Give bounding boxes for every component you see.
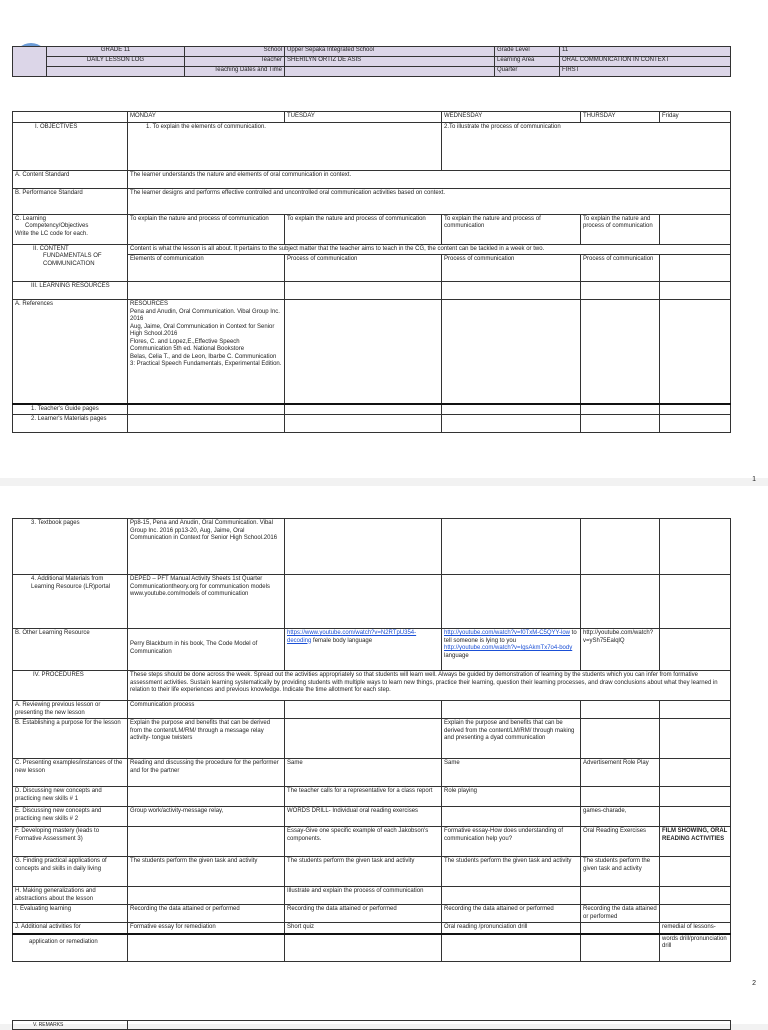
evaluating-thursday: Recording the data attained or performed	[581, 905, 660, 923]
concepts-2-friday	[660, 807, 731, 827]
school-label: School	[185, 47, 285, 57]
quarter-label: Quarter	[495, 67, 560, 77]
other-resource-label: B. Other Learning Resource	[13, 629, 128, 671]
additional-activities-label-cont: application or remediation	[13, 934, 128, 962]
textbook-blank-3	[581, 519, 660, 575]
grade-text: GRADE 11	[47, 47, 185, 57]
concepts-2-monday: Group work/activity-message relay,	[128, 807, 285, 827]
day-friday: Friday	[660, 112, 731, 123]
generalizations-label: H. Making generalizations and abstractions about the lesson	[13, 887, 128, 905]
reference-2: Aug, Jaime, Oral Communication in Context for Senior High School.2016	[130, 323, 275, 337]
grade-level-value: 11	[560, 47, 731, 57]
header-table	[12, 46, 731, 77]
additional-materials-label: 4. Additional Materials from Learning Resource (LR)portal	[13, 575, 128, 629]
purpose-tuesday	[285, 719, 442, 759]
purpose-monday: Explain the purpose and benefits that can be derived from the content/LM/RM/ through a message relay activity- tongue twisters	[128, 719, 285, 759]
competency-label	[13, 214, 128, 244]
textbook-value: Pp8-15, Pena and Anudin, Oral Communication. Vibal Group Inc. 2016 pp13-20, Aug, Jaime, Oral Communication in Context for Senior High School.2016	[128, 519, 285, 575]
procedures-note: These steps should be done across the week. Spread out the activities appropriately so that students will learn well. Always be guided by demonstration of learning by the students which you can infer from formative assessment activities. Sustain learning systematically by providing students with multiple ways to learn new things, practice their learning, question their learning processes, and draw conclusions about what they learned in relation to their life experiences and previous knowledge. Indicate the time allotment for each step.	[128, 671, 731, 701]
review-wednesday	[442, 701, 581, 719]
references-friday	[660, 300, 731, 404]
fundamentals-label: FUNDAMENTALS OF COMMUNICATION	[43, 253, 102, 267]
grade-level-label: Grade Level	[495, 47, 560, 57]
teacher-value: SHERILYN ORTIZ DE ASIS	[285, 57, 495, 67]
review-tuesday	[285, 701, 442, 719]
lm-blank-3	[442, 415, 581, 433]
lm-blank-1	[128, 415, 285, 433]
concepts-1-wednesday: Role playing	[442, 787, 581, 807]
content-standard-value: The learner understands the nature and elements of oral communication in context.	[128, 170, 731, 188]
additional-activities-friday: remedial of lessons-	[660, 923, 731, 934]
other-resource-wednesday	[442, 629, 581, 671]
reference-3: Flores, C. and Lopez,E.,Effective Speech Communication 5th ed. National Bookstore	[130, 338, 245, 352]
log-title: DAILY LESSON LOG	[47, 57, 185, 67]
content-monday: Elements of communication	[128, 255, 285, 282]
textbook-blank-4	[660, 519, 731, 575]
other-resource-thursday: http://youtube.com/watch?v=ySh75EalqlQ	[581, 629, 660, 671]
additional-cont-wednesday	[442, 934, 581, 962]
day-thursday: THURSDAY	[581, 112, 660, 123]
content-note: Content is what the lesson is all about. It pertains to the subject matter that the teacher aims to teach in the CG, the content can be tackled in a week or two.	[128, 244, 731, 255]
concepts-2-label: E. Discussing new concepts and practicing new skills # 2	[13, 807, 128, 827]
competency-tuesday: To explain the nature and process of communication	[285, 214, 442, 244]
mastery-monday	[128, 827, 285, 857]
resources-blank-4	[581, 282, 660, 300]
additional-cont-monday	[128, 934, 285, 962]
lesson-table-page-1	[12, 111, 731, 433]
content-standard-label: A. Content Standard	[13, 170, 128, 188]
reference-1: Pena and Anudin, Oral Communication. Vibal Group Inc. 2016	[130, 308, 280, 322]
purpose-label: B. Establishing a purpose for the lesson	[13, 719, 128, 759]
textbook-blank-1	[285, 519, 442, 575]
review-label: A. Reviewing previous lesson or presenting the new lesson	[13, 701, 128, 719]
tg-blank-4	[581, 404, 660, 415]
textbook-label: 3. Textbook pages	[13, 519, 128, 575]
resources-label: III. LEARNING RESOURCES	[13, 282, 128, 300]
additional-activities-thursday	[581, 923, 660, 934]
mastery-wednesday: Formative essay-How does understanding of communication help you?	[442, 827, 581, 857]
day-tuesday: TUESDAY	[285, 112, 442, 123]
examples-thursday: Advertisement Role Play	[581, 759, 660, 787]
page-number-1: 1	[752, 476, 756, 483]
objectives-label: I. OBJECTIVES	[13, 122, 128, 170]
additional-materials-value: DEPED – PFT Manual Activity Sheets 1st Quarter Communicationtheory.org for communication models www.youtube.com/models of communication	[128, 575, 285, 629]
lesson-table-page-2	[12, 518, 731, 962]
other-resource-monday: Perry Blackburn in his book, The Code Model of Communication	[128, 629, 285, 671]
textbook-blank-2	[442, 519, 581, 575]
purpose-friday	[660, 719, 731, 759]
applications-friday	[660, 857, 731, 887]
concepts-2-thursday: games-charade,	[581, 807, 660, 827]
remarks-label: V. REMARKS	[13, 1021, 128, 1030]
content-wednesday: Process of communication	[442, 255, 581, 282]
resources-blank-5	[660, 282, 731, 300]
additional-blank-3	[581, 575, 660, 629]
generalizations-thursday	[581, 887, 660, 905]
generalizations-friday	[660, 887, 731, 905]
competency-thursday: To explain the nature and process of communication	[581, 214, 660, 244]
competency-label-line-1: C. Learning	[15, 215, 47, 222]
additional-cont-friday: words drill/pronunciation drill	[660, 934, 731, 962]
other-resource-friday	[660, 629, 731, 671]
days-row	[13, 112, 731, 123]
review-friday	[660, 701, 731, 719]
lm-blank-2	[285, 415, 442, 433]
purpose-wednesday: Explain the purpose and benefits that can be derived from the content/LM/RM/ through making and presenting a dyad communication	[442, 719, 581, 759]
header-blank	[47, 67, 185, 77]
applications-label: G. Finding practical applications of concepts and skills in daily living	[13, 857, 128, 887]
concepts-1-monday	[128, 787, 285, 807]
evaluating-wednesday: Recording the data attained or performed	[442, 905, 581, 923]
additional-blank-2	[442, 575, 581, 629]
applications-monday: The students perform the given task and activity	[128, 857, 285, 887]
tg-blank-2	[285, 404, 442, 415]
content-tuesday: Process of communication	[285, 255, 442, 282]
additional-cont-tuesday	[285, 934, 442, 962]
content-thursday: Process of communication	[581, 255, 660, 282]
lm-blank-5	[660, 415, 731, 433]
performance-standard-value: The learner designs and performs effective controlled and uncontrolled oral communication activities based on context.	[128, 188, 731, 214]
additional-blank-4	[660, 575, 731, 629]
lm-blank-4	[581, 415, 660, 433]
quarter-value: FIRST	[560, 67, 731, 77]
examples-wednesday: Same	[442, 759, 581, 787]
logo-cell	[13, 47, 47, 77]
tg-blank-1	[128, 404, 285, 415]
content-label	[13, 244, 128, 282]
dates-label: Teaching Dates and Time	[185, 67, 285, 77]
content-friday	[660, 255, 731, 282]
generalizations-monday	[128, 887, 285, 905]
examples-tuesday: Same	[285, 759, 442, 787]
review-thursday	[581, 701, 660, 719]
tuesday-video-text: female body language	[313, 637, 373, 644]
concepts-1-tuesday: The teacher calls for a representative for a class report	[285, 787, 442, 807]
references-wednesday	[442, 300, 581, 404]
mastery-tuesday: Essay-Give one specific example of each Jakobson's components.	[285, 827, 442, 857]
additional-activities-label: J. Additional activities for	[13, 923, 128, 934]
performance-standard-label: B. Performance Standard	[13, 188, 128, 214]
mastery-thursday: Oral Reading Exercises	[581, 827, 660, 857]
competency-label-line-3: Write the LC code for each.	[15, 230, 88, 237]
mastery-friday: FILM SHOWING, ORAL READING ACTIVITIES	[660, 827, 731, 857]
content-label-title: II. CONTENT	[33, 245, 69, 252]
competency-monday: To explain the nature and process of communication	[128, 214, 285, 244]
teachers-guide-label: 1. Teacher's Guide pages	[13, 404, 128, 415]
examples-label: C. Presenting examples/instances of the new lesson	[13, 759, 128, 787]
learning-area-label: Learning Area	[495, 57, 560, 67]
references-monday	[128, 300, 285, 404]
resources-blank-3	[442, 282, 581, 300]
wednesday-video-link-2[interactable]: http://youtube.com/watch?v=IgsAkmTx7o4-body	[444, 645, 573, 651]
concepts-1-friday	[660, 787, 731, 807]
evaluating-label: I. Evaluating learning	[13, 905, 128, 923]
wednesday-video-text-2: language	[444, 652, 469, 659]
tg-blank-3	[442, 404, 581, 415]
examples-monday: Reading and discussing the procedure for the performer and for the partner	[128, 759, 285, 787]
additional-activities-tuesday: Short quiz	[285, 923, 442, 934]
review-monday: Communication process	[128, 701, 285, 719]
objective-wednesday: 2.To illustrate the process of communication	[442, 122, 731, 170]
resources-blank-2	[285, 282, 442, 300]
school-value: Upper Sepaka Integrated School	[285, 47, 495, 57]
competency-wednesday: To explain the nature and process of communication	[442, 214, 581, 244]
applications-thursday: The students perform the given task and activity	[581, 857, 660, 887]
references-tuesday	[285, 300, 442, 404]
evaluating-friday	[660, 905, 731, 923]
reference-4: Belas, Celia T., and de Leon, Ibarbe C. Communication 3: Practical Speech Fundamentals, Experimental Edition.	[130, 353, 282, 367]
objective-monday: 1. To explain the elements of communication.	[128, 122, 442, 170]
resources-blank-1	[128, 282, 285, 300]
generalizations-wednesday	[442, 887, 581, 905]
additional-blank-1	[285, 575, 442, 629]
evaluating-tuesday: Recording the data attained or performed	[285, 905, 442, 923]
tuesday-video-link[interactable]: https://www.youtube.com/watch?v=N2RTpU354-decoding	[287, 630, 417, 644]
competency-label-line-2: Competency/Objectives	[25, 223, 89, 229]
learning-area-value: ORAL COMMUNICATION IN CONTEXT	[560, 57, 731, 67]
additional-cont-thursday	[581, 934, 660, 962]
day-monday: MONDAY	[128, 112, 285, 123]
wednesday-video-link-1[interactable]: http://youtube.com/watch?v=f0TxM-C5QYY-low	[444, 630, 570, 636]
examples-friday	[660, 759, 731, 787]
page-number-2: 2	[752, 980, 756, 987]
concepts-1-thursday	[581, 787, 660, 807]
day-wednesday: WEDNESDAY	[442, 112, 581, 123]
lesson-table-page-3-peek	[12, 1020, 731, 1030]
concepts-2-tuesday: WORDS DRILL- Individual oral reading exercises	[285, 807, 442, 827]
references-thursday	[581, 300, 660, 404]
generalizations-tuesday: Illustrate and explain the process of communication	[285, 887, 442, 905]
mastery-label: F. Developing mastery (leads to Formative Assessment 3)	[13, 827, 128, 857]
tg-blank-5	[660, 404, 731, 415]
competency-friday	[660, 214, 731, 244]
dates-value	[285, 67, 495, 77]
applications-wednesday: The students perform the given task and activity	[442, 857, 581, 887]
additional-activities-monday: Formative essay for remediation	[128, 923, 285, 934]
concepts-1-label: D. Discussing new concepts and practicing new skills # 1	[13, 787, 128, 807]
document-page-1	[0, 0, 768, 483]
wednesday-video-text-1: to tell someone is lying to you	[444, 630, 577, 644]
document-page-2	[0, 486, 768, 1028]
concepts-2-wednesday	[442, 807, 581, 827]
days-blank	[13, 112, 128, 123]
evaluating-monday: Recording the data attained or performed	[128, 905, 285, 923]
teacher-label: Teacher	[185, 57, 285, 67]
procedures-label: IV. PROCEDURES	[13, 671, 128, 701]
other-resource-tuesday	[285, 629, 442, 671]
applications-tuesday: The students perform the given task and activity	[285, 857, 442, 887]
remarks-blank	[128, 1021, 731, 1030]
resources-heading: RESOURCES	[130, 301, 169, 307]
references-label: A. References	[13, 300, 128, 404]
learners-materials-label: 2. Learner's Materials pages	[13, 415, 128, 433]
purpose-thursday	[581, 719, 660, 759]
additional-activities-wednesday: Oral reading /pronunciation drill	[442, 923, 581, 934]
